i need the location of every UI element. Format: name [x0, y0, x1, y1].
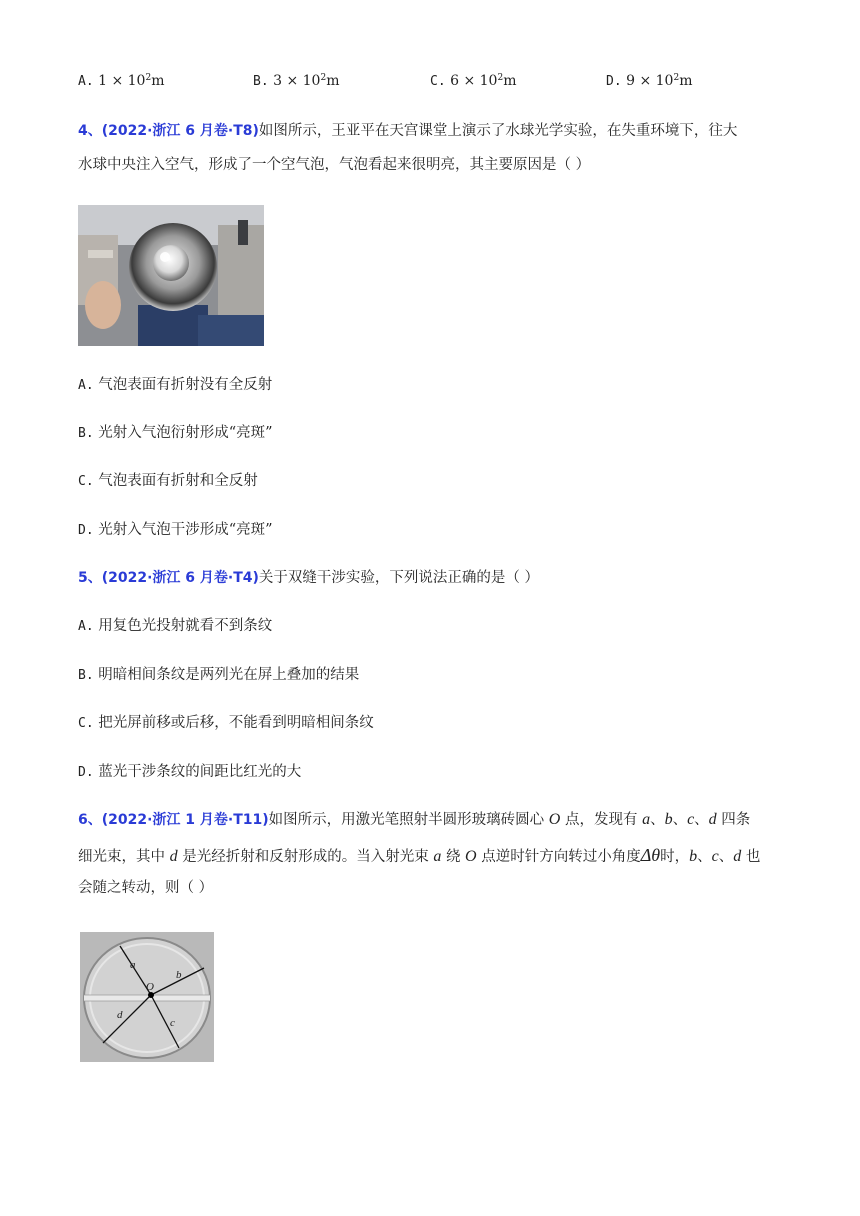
- q4-option-c: C. 气泡表面有折射和全反射: [78, 473, 258, 489]
- q3-options: [78, 73, 778, 93]
- label-d: d: [117, 1009, 123, 1021]
- q6-stem-line1: 6、(2022·浙江 1 月卷·T11)如图所示，用激光笔照射半圆形玻璃砖圆心 O 点，发现有 a、b、c、d 四条: [78, 811, 751, 828]
- q3-option-a: A. $1 \times 10^2m$: [78, 73, 165, 89]
- label-c: c: [170, 1017, 175, 1029]
- q5-stem: 5、(2022·浙江 6 月卷·T4)关于双缝干涉实验，下列说法正确的是（ ）: [78, 570, 540, 586]
- q5-option-b: B. 明暗相间条纹是两列光在屏上叠加的结果: [78, 667, 360, 683]
- q4-source-tag: 4、(2022·浙江 6 月卷·T8): [78, 123, 259, 139]
- q5-option-c: C. 把光屏前移或后移，不能看到明暗相间条纹: [78, 715, 374, 731]
- q3-option-b: B. $3 \times 10^2m$: [253, 73, 340, 89]
- q6-source-tag: 6、(2022·浙江 1 月卷·T11): [78, 812, 269, 828]
- q4-stem-line1: 4、(2022·浙江 6 月卷·T8)如图所示，王亚平在天宫课堂上演示了水球光学实验，在失重环境下，往大: [78, 123, 738, 139]
- water-ball-photo: [78, 205, 264, 346]
- q5-source-tag: 5、(2022·浙江 6 月卷·T4): [78, 570, 259, 586]
- q4-option-d: D. 光射入气泡干涉形成“亮斑”: [78, 522, 273, 538]
- q4-stem-line2: 水球中央注入空气，形成了一个空气泡，气泡看起来很明亮，其主要原因是（ ）: [78, 157, 591, 173]
- q4-option-a: A. 气泡表面有折射没有全反射: [78, 377, 273, 393]
- label-o: O: [146, 981, 154, 993]
- glass-disk-figure: [80, 932, 214, 1062]
- q3-option-d: D. $9 \times 10^2m$: [606, 73, 693, 89]
- q6-stem-line3: 会随之转动，则（ ）: [78, 880, 214, 896]
- q6-stem-line2: 细光束，其中 d 是光经折射和反射形成的。当入射光束 a 绕 O 点逆时针方向转过小角度Δθ时，b、c、d 也: [78, 845, 761, 865]
- q3-option-c: C. $6 \times 10^2m$: [430, 73, 517, 89]
- q5-option-d: D. 蓝光干涉条纹的间距比红光的大: [78, 764, 302, 780]
- q5-option-a: A. 用复色光投射就看不到条纹: [78, 618, 273, 634]
- q4-option-b: B. 光射入气泡衍射形成“亮斑”: [78, 425, 273, 441]
- label-b: b: [176, 969, 182, 981]
- label-a: a: [130, 959, 136, 971]
